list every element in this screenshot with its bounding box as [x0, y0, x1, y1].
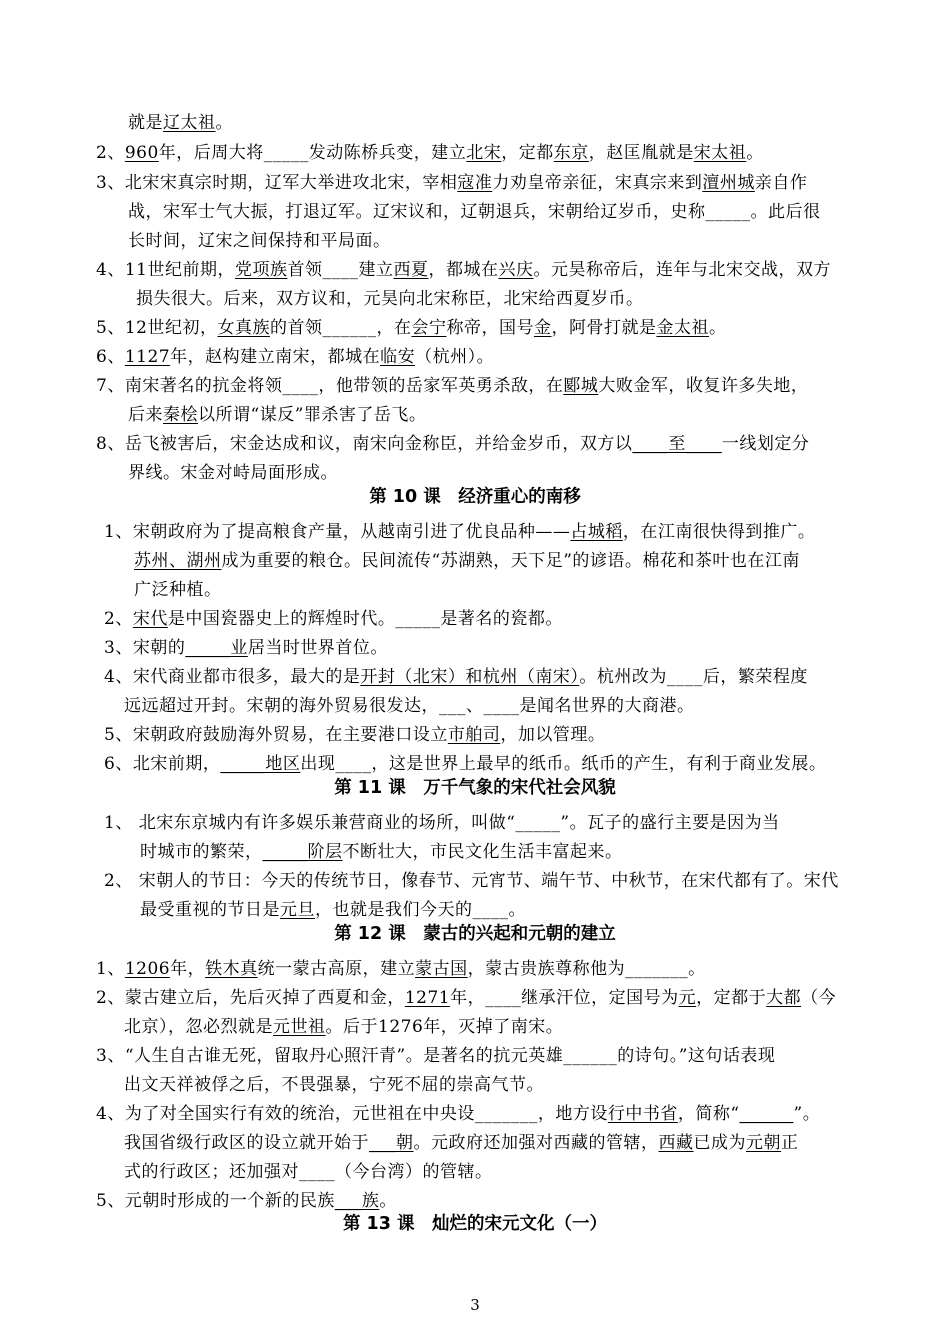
underlined-answer: 澶州城 [702, 173, 755, 193]
text-segment: 。后于1276年，灭掉了南宋。 [325, 1017, 564, 1037]
text-segment: ”。 [793, 1104, 821, 1124]
text-line [96, 318, 726, 338]
text-segment: 不断壮大，市民文化生活丰富起来。 [342, 842, 623, 862]
text-line [104, 813, 780, 833]
underlined-answer: 宋太祖 [693, 143, 747, 163]
underlined-answer: 党项族 [234, 260, 288, 280]
text-segment: ，定都 [501, 143, 554, 163]
text-line [104, 522, 815, 542]
text-segment: 2、 [96, 143, 125, 163]
text-segment: 长时间，辽宋之间保持和平局面。 [128, 231, 391, 251]
text-segment: 界线。宋金对峙局面形成。 [128, 463, 338, 483]
text-line [140, 842, 623, 862]
text-line [96, 376, 808, 396]
text-segment: 时城市的繁荣， [140, 842, 263, 862]
text-segment: 正 [781, 1133, 799, 1153]
text-segment: 力劝皇帝亲征，宋真宗来到 [492, 173, 703, 193]
underlined-answer: ___朝 [369, 1133, 414, 1153]
underlined-answer: ______ [739, 1104, 794, 1124]
underlined-answer: 郾城 [563, 376, 599, 396]
underlined-answer: 女真族 [217, 318, 270, 338]
underlined-answer: 1271 [404, 988, 451, 1008]
text-segment: （今台湾）的管辖。 [335, 1162, 493, 1182]
text-segment: 7、南宋著名的抗金将领 [96, 376, 283, 396]
underlined-answer: 秦桧 [163, 405, 198, 425]
text-line [128, 113, 233, 133]
text-line [104, 609, 563, 629]
text-segment: _____ [395, 609, 441, 629]
text-segment: 远远超过开封。宋朝的海外贸易很发达， [124, 696, 439, 716]
text-segment: ____ [485, 988, 522, 1008]
underlined-answer: 辽太祖 [163, 113, 216, 133]
lesson-heading: 第 12 课 蒙古的兴起和元朝的建立 [334, 924, 616, 944]
text-segment: 出现 [300, 754, 336, 774]
lesson-heading: 第 10 课 经济重心的南移 [369, 487, 581, 507]
text-segment: ，他带领的岳家军英勇杀敌，在 [318, 376, 564, 396]
text-line [124, 1162, 493, 1182]
text-segment: 首领 [287, 260, 323, 280]
underlined-answer: 元朝 [746, 1133, 781, 1153]
text-segment: _______ [474, 1104, 538, 1124]
text-segment: 发动陈桥兵变，建立 [308, 143, 467, 163]
text-segment: _____ [705, 202, 751, 222]
text-segment: 。 [508, 900, 526, 920]
text-segment: 。 [708, 318, 727, 338]
text-segment: ，也就是我们今天的 [315, 900, 473, 920]
text-segment: 统一蒙古高原，建立 [257, 959, 416, 979]
text-segment: 8、岳飞被害后，宋金达成和议，南宋向金称臣，并给金岁币，双方以 [96, 434, 633, 454]
text-segment: ____ [472, 900, 509, 920]
text-segment: 4、11世纪前期， [96, 260, 235, 280]
text-line [96, 1046, 775, 1066]
underlined-answer: 大都 [766, 988, 802, 1008]
text-line [128, 202, 821, 222]
text-line [128, 231, 391, 251]
text-segment: 的诗句。”这句话表现 [617, 1046, 776, 1066]
underlined-answer: 北宋 [466, 143, 502, 163]
text-line [124, 1075, 544, 1095]
underlined-answer: 兴庆 [498, 260, 534, 280]
underlined-answer: _____阶层 [262, 842, 343, 862]
underlined-answer: 西夏 [393, 260, 429, 280]
text-line [96, 260, 831, 280]
text-segment: 后，繁荣程度 [702, 667, 808, 687]
text-segment: 的首领 [269, 318, 323, 338]
text-segment: 建立 [358, 260, 394, 280]
text-segment: 就是 [128, 113, 163, 133]
text-segment: ，阿骨打就是 [551, 318, 657, 338]
text-segment: 居当时世界首位。 [247, 638, 388, 658]
text-line [104, 871, 839, 891]
text-line [104, 667, 808, 687]
text-segment: 我国省级行政区的设立就开始于 [124, 1133, 369, 1153]
text-line [96, 959, 706, 979]
text-segment: 是中国瓷器史上的辉煌时代。 [167, 609, 396, 629]
text-line [96, 988, 836, 1008]
underlined-answer: 占城稻 [570, 522, 623, 542]
text-segment: 5、元朝时形成的一个新的民族 [96, 1191, 335, 1211]
text-segment: 一线划定分 [721, 434, 810, 454]
text-segment: 是著名的瓷都。 [440, 609, 563, 629]
text-segment: 。 [746, 143, 764, 163]
text-segment: 大败金军，收复许多失地， [598, 376, 809, 396]
text-line [128, 463, 338, 483]
text-segment: ，在 [376, 318, 412, 338]
text-line [136, 289, 644, 309]
text-segment: 。杭州改为 [579, 667, 667, 687]
underlined-answer: 金太祖 [656, 318, 709, 338]
underlined-answer: ____至____ [632, 434, 722, 454]
text-segment: ，蒙古贵族尊称他为 [467, 959, 626, 979]
text-segment: 4、为了对全国实行有效的统治，元世祖在中央设 [96, 1104, 475, 1124]
underlined-answer: 元世祖 [273, 1017, 326, 1037]
text-segment: 。元政府还加强对西藏的管辖， [413, 1133, 659, 1153]
text-segment: 。元昊称帝后，连年与北宋交战，双方 [533, 260, 831, 280]
underlined-answer: 元旦 [280, 900, 315, 920]
text-segment: 6、 [96, 347, 125, 367]
text-segment: 损失很大。后来，双方议和，元昊向北宋称臣，北宋给西夏岁币。 [136, 289, 644, 309]
text-segment: 。 [379, 1191, 397, 1211]
text-segment: ，简称“ [677, 1104, 740, 1124]
text-segment: 3、宋朝的 [104, 638, 186, 658]
text-segment: 北京），忽必烈就是 [124, 1017, 273, 1037]
text-segment: ______ [563, 1046, 618, 1066]
text-line [124, 696, 695, 716]
text-segment: （今 [801, 988, 837, 1008]
text-line [104, 725, 605, 745]
text-segment: 年，赵构建立南宋，都城在 [170, 347, 381, 367]
underlined-answer: 市舶司 [447, 725, 501, 745]
text-segment: ____ [282, 376, 319, 396]
text-segment: 6、北宋前期， [104, 754, 221, 774]
text-line [96, 143, 764, 163]
lesson-heading: 第 11 课 万千气象的宋代社会风貌 [334, 778, 616, 798]
underlined-answer: ___族 [334, 1191, 380, 1211]
text-segment: 1、 北宋东京城内有许多娱乐兼营商业的场所，叫做“ [104, 813, 516, 833]
underlined-answer: 宋代 [132, 609, 168, 629]
text-line [128, 405, 426, 425]
underlined-answer: 960 [124, 143, 159, 163]
underlined-answer: 苏州、湖州 [134, 551, 222, 571]
text-segment: 广泛种植。 [134, 580, 222, 600]
text-line [140, 900, 526, 920]
text-segment: 5、宋朝政府鼓励海外贸易，在主要港口设立 [104, 725, 448, 745]
text-segment: 出文天祥被俘之后，不畏强暴，宁死不屈的崇高气节。 [124, 1075, 544, 1095]
text-segment: 后来 [128, 405, 163, 425]
text-segment: ____ [666, 667, 703, 687]
text-segment: 年，后周大将 [158, 143, 264, 163]
text-segment: 。 [215, 113, 233, 133]
text-segment: 年， [450, 988, 486, 1008]
text-line [134, 551, 800, 571]
text-segment: 最受重视的节日是 [140, 900, 280, 920]
underlined-answer: 会宁 [411, 318, 447, 338]
underlined-answer: _____业 [185, 638, 248, 658]
underlined-answer: 西藏 [658, 1133, 694, 1153]
text-line [124, 1133, 799, 1153]
text-line [96, 173, 807, 193]
text-segment: ，这是世界上最早的纸币。纸币的产生，有利于商业发展。 [371, 754, 827, 774]
text-segment: ，都城在 [428, 260, 499, 280]
text-segment: ，赵匡胤就是 [588, 143, 694, 163]
text-line [96, 434, 809, 454]
text-segment: 2、 [104, 609, 133, 629]
text-segment: 战，宋军士气大振，打退辽军。辽宋议和，辽朝退兵，宋朝给辽岁币，史称 [128, 202, 706, 222]
underlined-answer: 1206 [124, 959, 171, 979]
underlined-answer: 行中书省 [607, 1104, 678, 1124]
text-segment: ”。瓦子的盛行主要是因为当 [560, 813, 780, 833]
text-segment: （杭州）。 [415, 347, 495, 367]
page-number: 3 [470, 1296, 480, 1314]
text-segment: ______ [322, 318, 377, 338]
text-segment: ____ [299, 1162, 335, 1182]
text-segment: ____ [322, 260, 359, 280]
text-line [96, 1191, 397, 1211]
text-segment: 3、北宋宋真宗时期，辽军大举进攻北宋，宰相 [96, 173, 458, 193]
text-segment: _____ [263, 143, 309, 163]
text-segment: 1、宋朝政府为了提高粮食产量，从越南引进了优良品种—— [104, 522, 571, 542]
text-segment: 已成为 [693, 1133, 746, 1153]
text-segment: 是闻名世界的大商港。 [519, 696, 695, 716]
text-segment: ，在江南很快得到推广。 [622, 522, 816, 542]
underlined-answer: 蒙古国 [415, 959, 468, 979]
underlined-answer: 临安 [380, 347, 416, 367]
text-line [104, 754, 826, 774]
text-segment: 。此后很 [750, 202, 821, 222]
underlined-answer: 开封（北宋）和杭州（南宋） [360, 667, 580, 687]
text-segment: ____ [335, 754, 372, 774]
text-segment: 5、12世纪初， [96, 318, 218, 338]
text-segment: 式的行政区；还加强对 [124, 1162, 299, 1182]
text-line [104, 638, 388, 658]
underlined-answer: 东京 [553, 143, 589, 163]
text-segment: 亲自作 [754, 173, 808, 193]
text-line [96, 1104, 820, 1124]
underlined-answer: 金 [533, 318, 552, 338]
text-segment: ，定都于 [696, 988, 767, 1008]
text-segment: ，地方设 [537, 1104, 608, 1124]
text-segment: 1、 [96, 959, 125, 979]
text-segment: 成为重要的粮仓。民间流传“苏湖熟，天下足”的谚语。棉花和茶叶也在江南 [221, 551, 800, 571]
text-segment: _______ [625, 959, 689, 979]
text-segment: ___、____ [439, 696, 520, 716]
text-line [134, 580, 222, 600]
text-segment: 2、蒙古建立后，先后灭掉了西夏和金， [96, 988, 405, 1008]
text-segment: 3、“人生自古谁无死，留取丹心照汗青”。是著名的抗元英雄 [96, 1046, 564, 1066]
text-segment: 继承汗位，定国号为 [521, 988, 679, 1008]
underlined-answer: 铁木真 [205, 959, 258, 979]
underlined-answer: 1127 [124, 347, 171, 367]
underlined-answer: 元 [678, 988, 697, 1008]
underlined-answer: 寇准 [457, 173, 493, 193]
text-line [96, 347, 494, 367]
text-line [124, 1017, 563, 1037]
text-segment: 称帝，国号 [446, 318, 534, 338]
text-segment: 以所谓“谋反”罪杀害了岳飞。 [198, 405, 427, 425]
lesson-heading: 第 13 课 灿烂的宋元文化（一） [342, 1214, 608, 1234]
text-segment: 4、宋代商业都市很多，最大的是 [104, 667, 361, 687]
text-segment: 2、 宋朝人的节日：今天的传统节日，像春节、元宵节、端午节、中秋节，在宋代都有了。宋代 [104, 871, 839, 891]
text-segment: 年， [170, 959, 206, 979]
text-segment: _____ [515, 813, 561, 833]
text-segment: 。 [688, 959, 706, 979]
underlined-answer: _____地区 [220, 754, 301, 774]
text-segment: ，加以管理。 [500, 725, 606, 745]
